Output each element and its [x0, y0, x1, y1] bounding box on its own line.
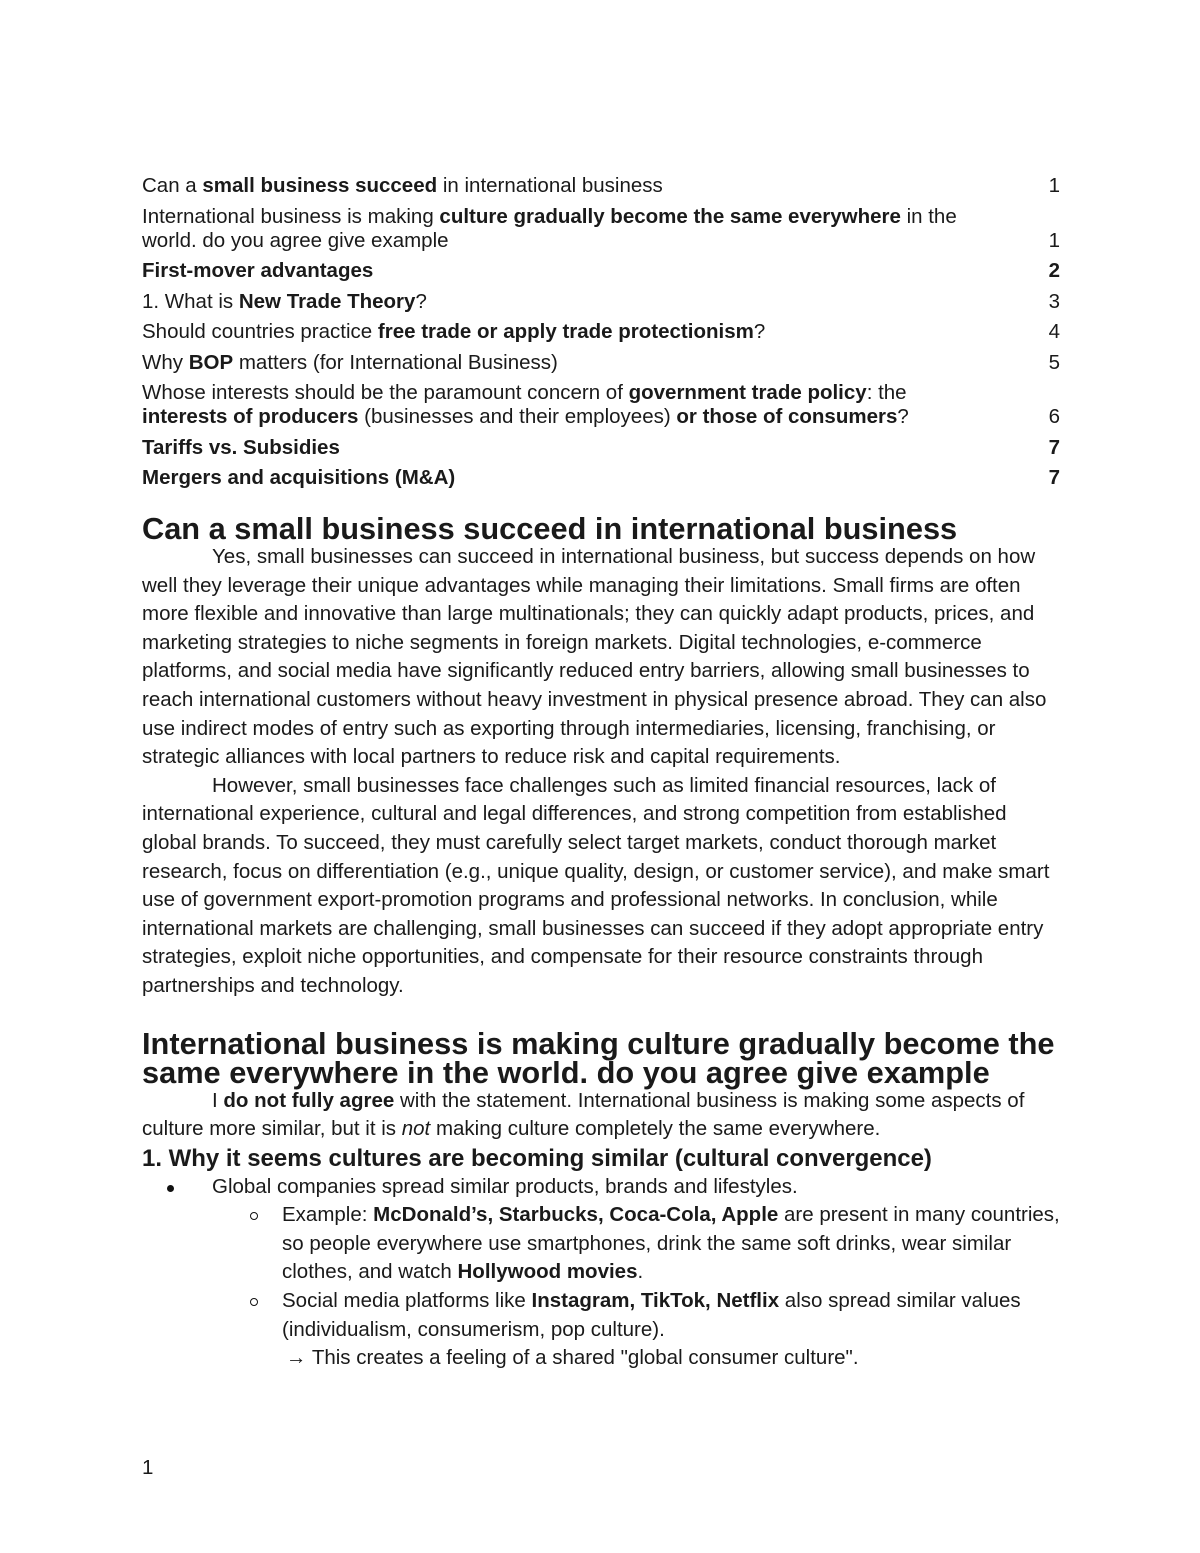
toc-entry-title: 1. What is New Trade Theory? — [142, 289, 427, 313]
section-heading: Can a small business succeed in international business — [142, 511, 958, 546]
toc-entry[interactable] — [142, 351, 1060, 375]
bullet-icon — [167, 1185, 174, 1192]
toc-entry-title: Mergers and acquisitions (M&A) — [142, 466, 456, 489]
arrow-note: → This creates a feeling of a shared "global consumer culture". — [286, 1346, 859, 1370]
toc-entry-page: 6 — [1048, 405, 1060, 428]
toc-entry-title: Tariffs vs. Subsidies — [142, 435, 340, 459]
page-number: 1 — [142, 1456, 154, 1479]
body-paragraph: However, small businesses face challenges such as limited financial resources, lack of international experience, cultural and legal differences, and strong competition from established global brands. To succeed, they must carefully select target markets, conduct thorough market research, focus on differentiation (e.g., unique quality, design, or customer service), and make smart use of government export-promotion programs and professional networks. In conclusion, while international markets are challenging, small businesses can succeed if they adopt appropriate entry strategies, exploit niche opportunities, and compensate for their resource constraints through partnerships and technology. — [142, 773, 1050, 997]
toc-entry-title: First-mover advantages — [142, 259, 374, 282]
circle-bullet-icon — [250, 1298, 258, 1306]
toc-entry-page: 5 — [1048, 350, 1060, 374]
toc-entry-title: Should countries practice free trade or apply trade protectionism? — [142, 320, 766, 343]
body-paragraph: Yes, small businesses can succeed in international business, but success depends on how well they leverage their unique advantages while managing their limitations. Small firms are often more flexible and innovative than large multinationals; they can quickly adapt products, prices, and marketing strategies to niche segments in foreign markets. Digital technologies, e-commerce platforms, and social media have significantly reduced entry barriers, allowing small businesses to reach international customers without heavy investment in physical presence abroad. They can also use indirect modes of entry such as exporting through intermediaries, licensing, franchising, or strategic alliances with local partners to reduce risk and capital requirements. — [142, 545, 1047, 769]
toc-entry[interactable] — [142, 320, 1060, 344]
toc-entry-page: 4 — [1048, 320, 1060, 343]
bullet-list — [142, 1173, 1060, 1202]
list-item: Social media platforms like Instagram, TikTok, Netflix also spread similar values (individualism, consumerism, pop culture). — [142, 1287, 1060, 1344]
toc-entry[interactable] — [142, 466, 1060, 490]
document-page — [142, 174, 1060, 1373]
toc-entry-page: 1 — [1048, 228, 1060, 252]
list-item: Global companies spread similar products, brands and lifestyles. — [142, 1173, 1060, 1202]
toc-entry[interactable] — [142, 205, 1060, 253]
toc-entry-title: Can a small business succeed in international business — [142, 174, 663, 197]
list-item: Example: McDonald’s, Starbucks, Coca-Cola, Apple are present in many countries, so people everywhere use smartphones, drink the same soft drinks, wear similar clothes, and watch Hollywood movies. — [142, 1201, 1060, 1287]
body-paragraph: I do not fully agree with the statement. International business is making some aspects of culture more similar, but it is not making culture completely the same everywhere. — [142, 1088, 1025, 1141]
toc-entry[interactable] — [142, 436, 1060, 460]
subheading: 1. Why it seems cultures are becoming similar (cultural convergence) — [142, 1144, 932, 1172]
toc-entry[interactable] — [142, 174, 1060, 198]
toc-entry-page: 3 — [1048, 289, 1060, 313]
toc-entry-page: 2 — [1048, 259, 1060, 282]
circle-bullet-icon — [250, 1212, 258, 1220]
toc-entry-page: 1 — [1048, 174, 1060, 197]
toc-entry-title: International business is making culture gradually become the same everywhere in the world. do you agree give example — [142, 204, 957, 252]
toc-entry-page: 7 — [1048, 466, 1060, 489]
toc-entry-page: 7 — [1048, 435, 1060, 459]
toc-entry-title: Whose interests should be the paramount concern of government trade policy: the interests of producers (businesses and their employees) or those of consumers? — [142, 381, 909, 428]
section-heading: International business is making culture gradually become the same everywhere in the world. do you agree give example — [142, 1025, 1055, 1090]
table-of-contents — [142, 174, 1060, 490]
toc-entry[interactable] — [142, 381, 1060, 429]
toc-entry[interactable] — [142, 290, 1060, 314]
toc-entry-title: Why BOP matters (for International Business) — [142, 350, 558, 374]
toc-entry[interactable] — [142, 259, 1060, 283]
